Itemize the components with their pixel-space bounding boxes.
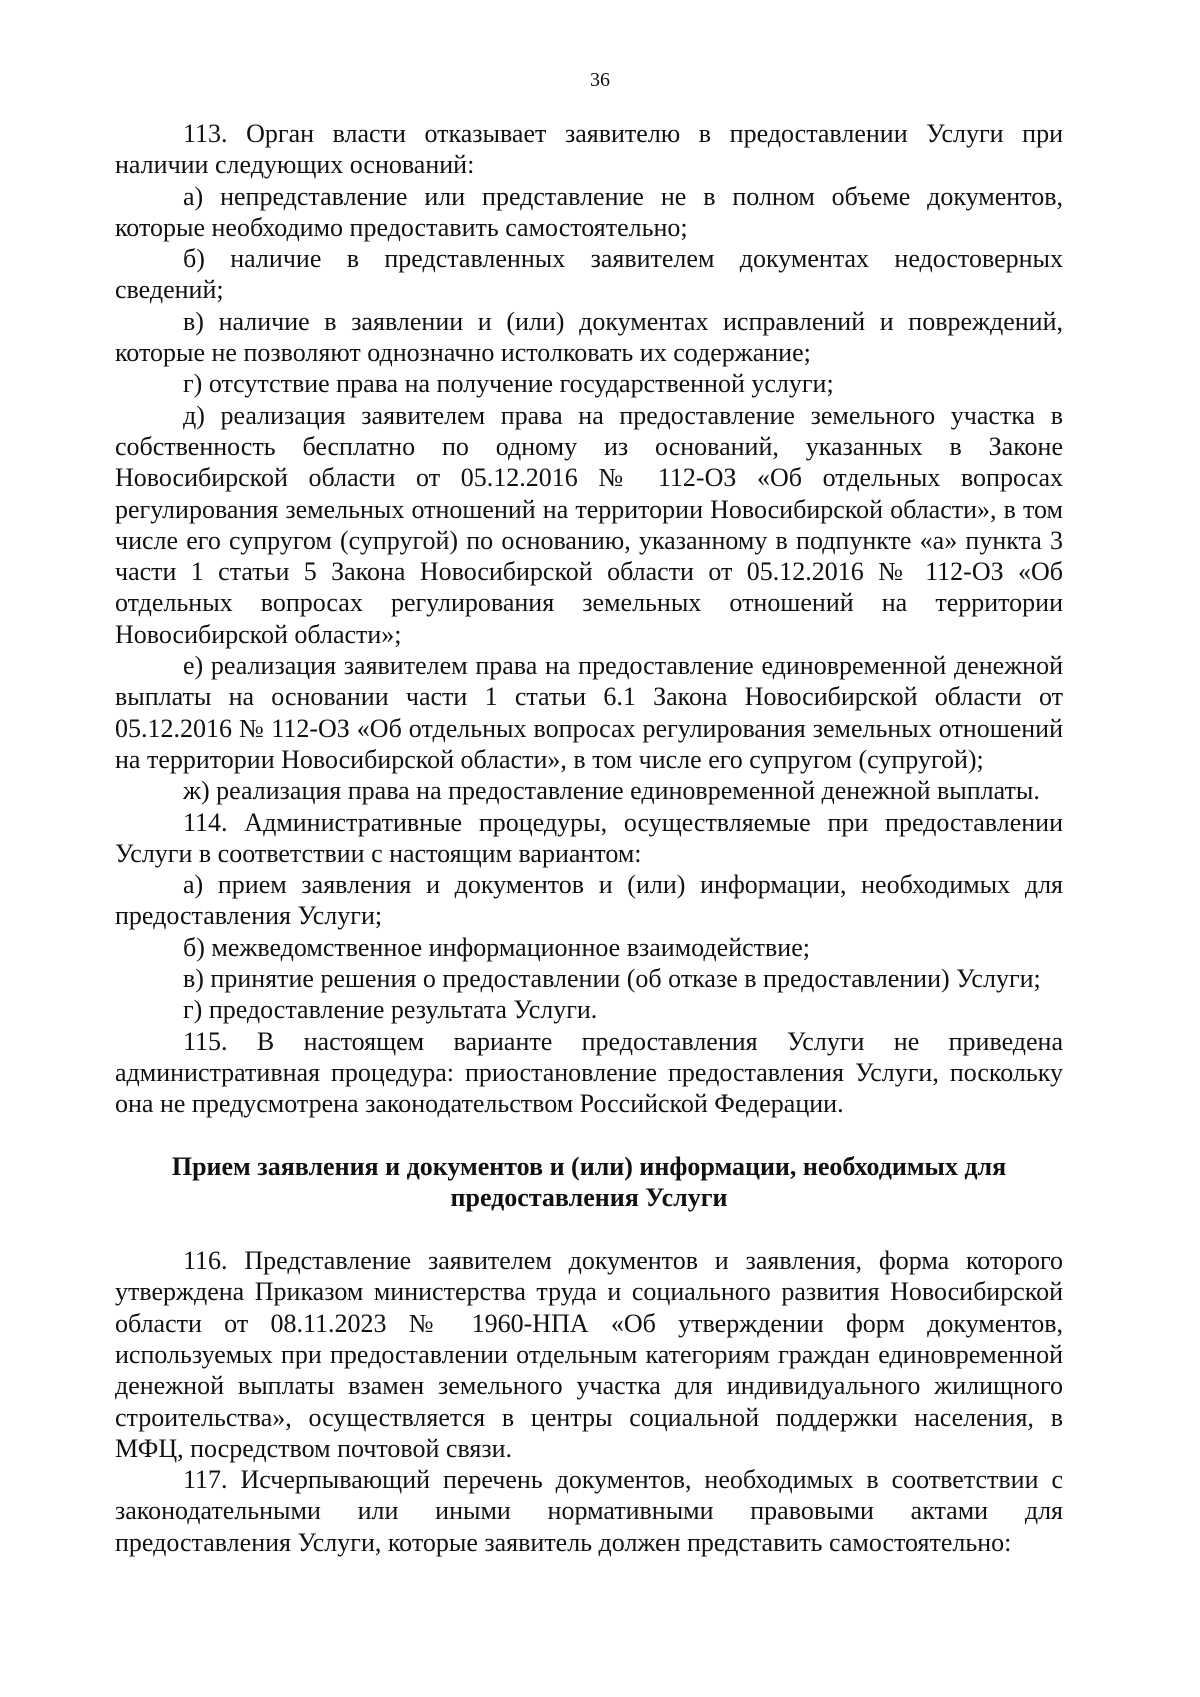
list-item-113-b: б) наличие в представленных заявителем документах недостоверных сведений; (115, 244, 1063, 305)
list-item-113-zh: ж) реализация права на предоставление единовременной денежной выплаты. (183, 776, 1040, 806)
list-item-113-a: а) непредставление или представление не в полном объеме документов, которые необходимо предоставить самостоятельно; (115, 181, 1063, 242)
list-item-113-e: е) реализация заявителем права на предоставление единовременной денежной выплаты на основании части 1 статьи 6.1 Закона Новосибирской области от 05.12.2016 № 112-ОЗ «Об отдельных вопросах регулирования земельных отношений на территории Новосибирской области», в том числе его супругом (супругой); (115, 651, 1063, 774)
list-item-114-b: б) межведомственное информационное взаимодействие; (183, 932, 810, 962)
list-item-113-g: г) отсутствие права на получение государственной услуги; (183, 369, 834, 399)
paragraph-115: 115. В настоящем варианте предоставления Услуги не приведена административная процедура: приостановление предоставления Услуги, поскольку она не предусмотрена законодательством Российской Федерации. (115, 1026, 1063, 1119)
list-item-113-v: в) наличие в заявлении и (или) документах исправлений и повреждений, которые не позволяют однозначно истолковать их содержание; (115, 306, 1063, 368)
page-number: 36 (590, 69, 610, 91)
list-item-114-g: г) предоставление результата Услуги. (183, 995, 598, 1025)
paragraph-113: 113. Орган власти отказывает заявителю в предоставлении Услуги при наличии следующих оснований: (115, 119, 1063, 180)
paragraph-114: 114. Административные процедуры, осуществляемые при предоставлении Услуги в соответствии с настоящим вариантом: (115, 807, 1063, 868)
list-item-113-d: д) реализация заявителем права на предоставление земельного участка в собственность бесплатно по одному из оснований, указанных в Законе Новосибирской области от 05.12.2016 № 112-ОЗ «Об отдельных вопросах регулирования земельных отношений на территории Новосибирской области», в том числе его супругом (супругой) по основанию, указанному в подпункте «а» пункта 3 части 1 статьи 5 Закона Новосибирской области от 05.12.2016 № 112-ОЗ «Об отдельных вопросах регулирования земельных отношений на территории Новосибирской области»; (115, 400, 1063, 649)
paragraph-116: 116. Представление заявителем документов и заявления, форма которого утверждена Приказом министерства труда и социального развития Новосибирской области от 08.11.2023 № 1960-НПА «Об утверждении форм документов, используемых при предоставлении отдельным категориям граждан единовременной денежной выплаты взамен земельного участка для индивидуального жилищного строительства», осуществляется в центры социальной поддержки населения, в МФЦ, посредством почтовой связи. (115, 1246, 1063, 1463)
document-body (115, 118, 1063, 1558)
section-heading: Прием заявления и документов и (или) информации, необходимых для предоставления Услуги (171, 1151, 1007, 1212)
list-item-114-a: а) прием заявления и документов и (или) информации, необходимых для предоставления Услуги; (115, 870, 1063, 931)
list-item-114-v: в) принятие решения о предоставлении (об отказе в предоставлении) Услуги; (183, 964, 1041, 994)
paragraph-117: 117. Исчерпывающий перечень документов, необходимых в соответствии с законодательными или иными нормативными правовыми актами для предоставления Услуги, которые заявитель должен представить самостоятельно: (115, 1465, 1063, 1557)
